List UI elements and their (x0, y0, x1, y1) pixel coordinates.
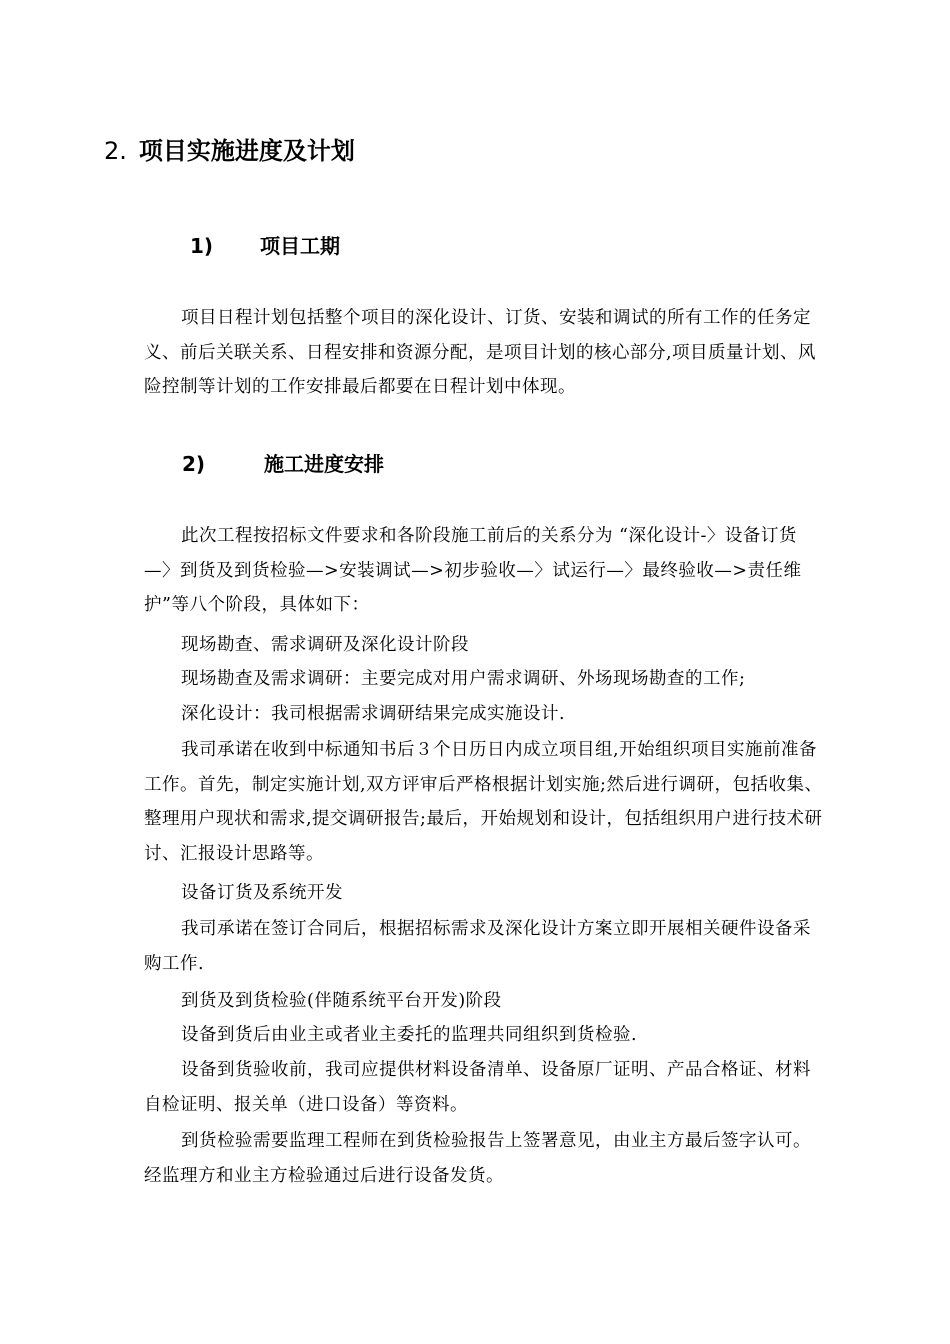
paragraph: 到货及到货检验(伴随系统平台开发)阶段 (181, 991, 502, 1011)
paragraph: 设备到货后由业主或者业主委托的监理共同组织到货检验. (181, 1025, 638, 1045)
subsection-heading-1 (190, 230, 340, 259)
subsection-title: 施工进度安排 (264, 452, 384, 476)
subsection-number: 1) (190, 234, 214, 258)
paragraph: 设备订货及系统开发 (181, 883, 343, 903)
paragraph: 深化设计：我司根据需求调研结果完成实施设计. (181, 704, 566, 724)
subsection-number: 2) (182, 452, 206, 476)
paragraph: 现场勘查、需求调研及深化设计阶段 (181, 635, 469, 655)
subsection-heading-2 (182, 448, 384, 477)
section-heading (104, 131, 355, 166)
paragraph: 设备到货验收前，我司应提供材料设备清单、设备原厂证明、产品合格证、材料自检证明、报关单（进口设备）等资料。 (144, 1060, 811, 1115)
section-title: 项目实施进度及计划 (138, 137, 355, 165)
subsection-title: 项目工期 (260, 234, 340, 258)
paragraph: 项目日程计划包括整个项目的深化设计、订货、安装和调试的所有工作的任务定义、前后关联关系、日程安排和资源分配，是项目计划的核心部分,项目质量计划、风险控制等计划的工作安排最后都要在日程计划中体现。 (144, 308, 817, 397)
section-number: 2. (104, 137, 127, 165)
paragraph: 到货检验需要监理工程师在到货检验报告上签署意见，由业主方最后签字认可。经监理方和业主方检验通过后进行设备发货。 (144, 1131, 811, 1186)
paragraph: 我司承诺在签订合同后，根据招标需求及深化设计方案立即开展相关硬件设备采购工作. (144, 919, 811, 974)
paragraph: 现场勘查及需求调研：主要完成对用户需求调研、外场现场勘查的工作; (181, 669, 746, 689)
paragraph: 我司承诺在收到中标通知书后３个日历日内成立项目组,开始组织项目实施前准备工作。首先，制定实施计划,双方评审后严格根据计划实施;然后进行调研，包括收集、整理用户现状和需求,提交调研报告;最后，开始规划和设计，包括组织用户进行技术研讨、汇报设计思路等。 (144, 740, 823, 864)
paragraph: 此次工程按招标文件要求和各阶段施工前后的关系分为 “深化设计-〉设备订货—〉到货及到货检验—>安装调试—>初步验收—〉试运行—〉最终验收—>责任维护”等八个阶段，具体如下： (144, 526, 802, 615)
